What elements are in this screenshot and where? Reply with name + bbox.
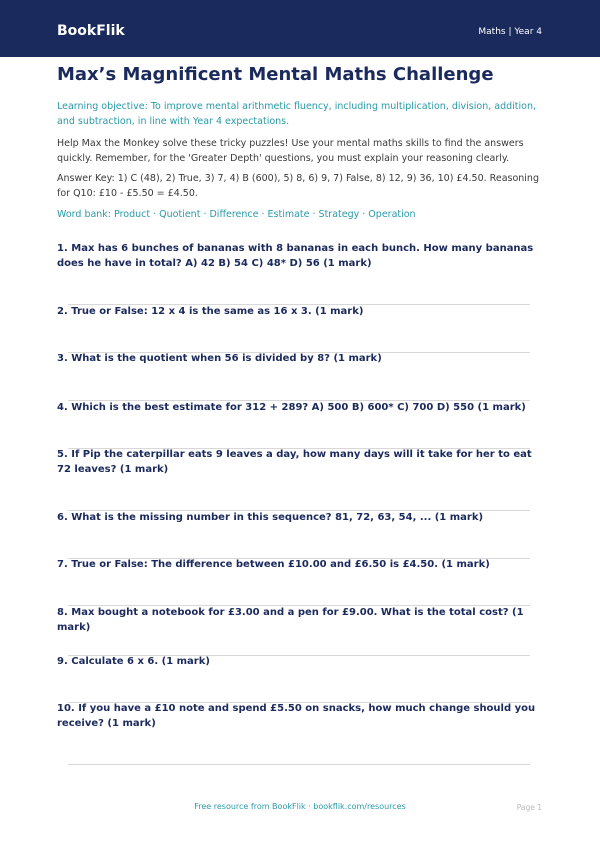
question-4: 4. Which is the best estimate for 312 + 289? A) 500 B) 600* C) 700 D) 550 (1 mark) [57, 402, 526, 413]
question-2: 2. True or False: 12 x 4 is the same as 16 x 3. (1 mark) [57, 306, 364, 317]
learning-objective: Learning objective: To improve mental arithmetic fluency, including multiplication, division, addition, and subtraction, in line with Year 4 expectations. [57, 101, 536, 127]
intro-text: Help Max the Monkey solve these tricky puzzles! Use your mental maths skills to find the answers quickly. Remember, for the 'Greater Depth' questions, you must explain your reasoning clearly. [57, 138, 524, 164]
footer-text: Free resource from BookFlik · bookflik.com/resources [194, 802, 406, 811]
worksheet-title: Max’s Magnificent Mental Maths Challenge [57, 64, 494, 85]
question-1: 1. Max has 6 bunches of bananas with 8 bananas in each bunch. How many bananas does he have in total? A) 42 B) 54 C) 48* D) 56 (1 mark) [57, 243, 534, 269]
question-10: 10. If you have a £10 note and spend £5.50 on snacks, how much change should you receive? (1 mark) [57, 703, 536, 729]
question-5: 5. If Pip the caterpillar eats 9 leaves a day, how many days will it take for her to eat 72 leaves? (1 mark) [57, 449, 532, 475]
answer-key: Answer Key: 1) C (48), 2) True, 3) 7, 4) B (600), 5) 8, 6) 9, 7) False, 8) 12, 9) 36, 10) £4.50. Reasoning for Q10: £10 - £5.50 = £4.50. [57, 173, 539, 199]
question-9: 9. Calculate 6 x 6. (1 mark) [57, 656, 210, 667]
question-7: 7. True or False: The difference between £10.00 and £6.50 is £4.50. (1 mark) [57, 559, 490, 570]
brand-logo: BookFlik [57, 23, 125, 39]
page-number: Page 1 [516, 803, 542, 812]
word-bank: Word bank: Product · Quotient · Difference · Estimate · Strategy · Operation [57, 209, 416, 220]
question-8: 8. Max bought a notebook for £3.00 and a pen for £9.00. What is the total cost? (1 mark) [57, 607, 524, 633]
question-6: 6. What is the missing number in this sequence? 81, 72, 63, 54, ... (1 mark) [57, 512, 484, 523]
subject-label: Maths | Year 4 [478, 27, 542, 37]
page-header [0, 0, 600, 57]
question-3: 3. What is the quotient when 56 is divided by 8? (1 mark) [57, 353, 382, 364]
answer-line-10 [68, 764, 530, 765]
